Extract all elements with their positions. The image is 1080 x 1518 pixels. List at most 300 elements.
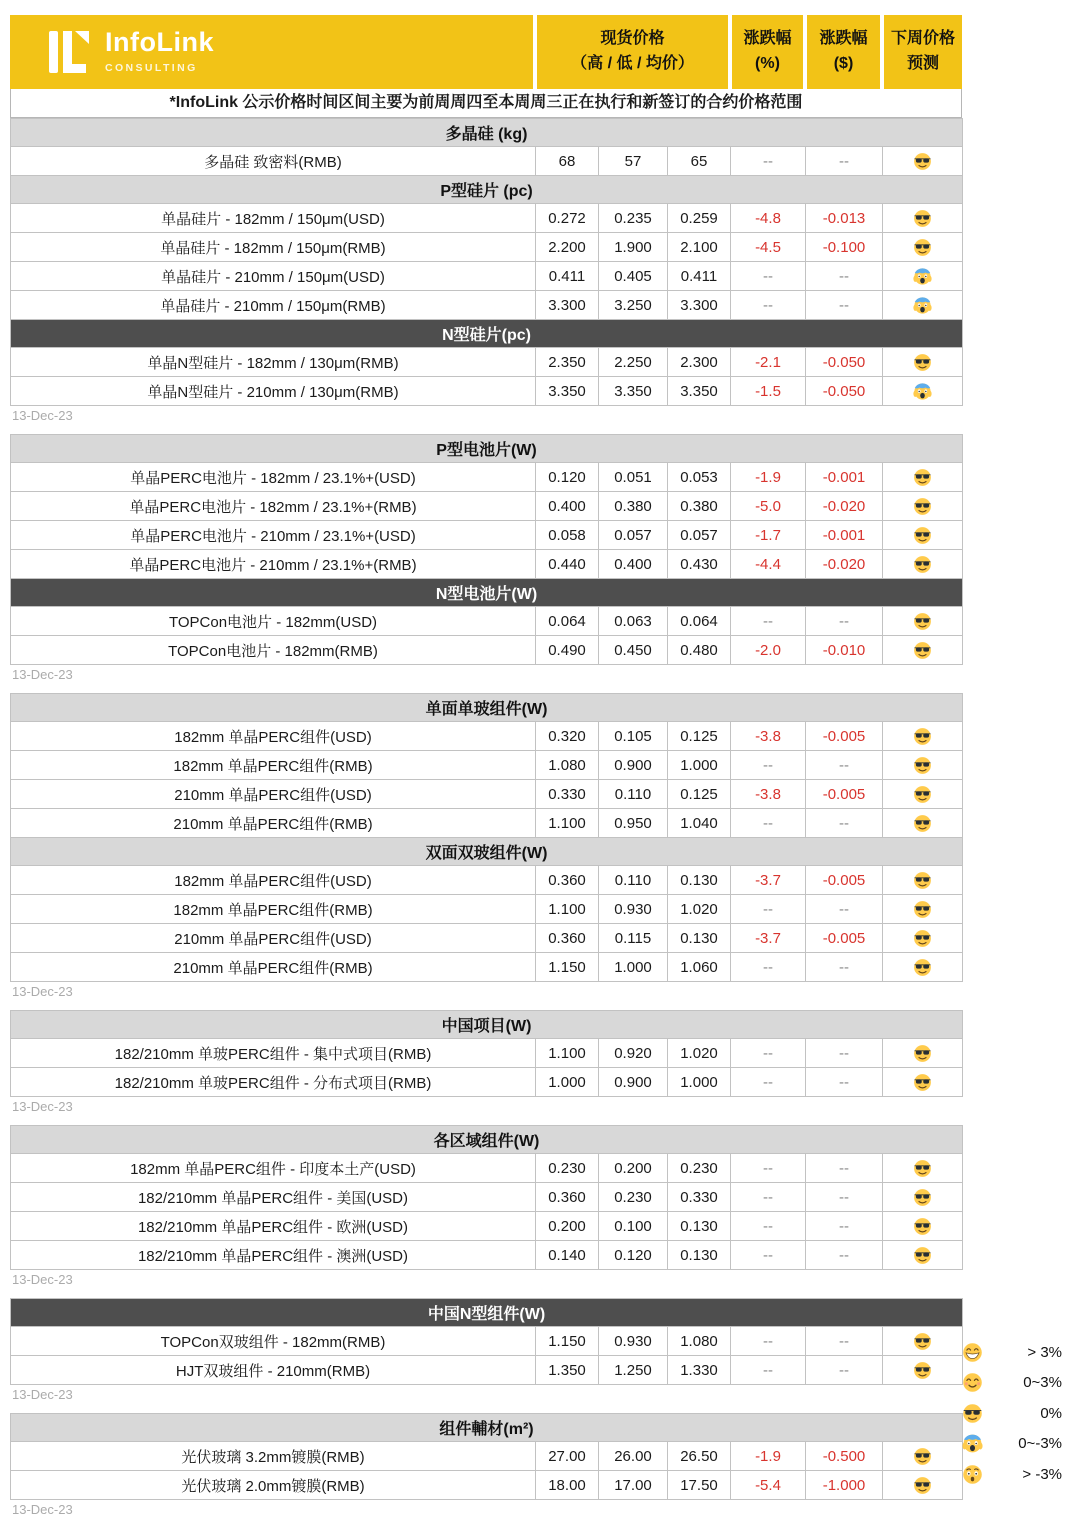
change-usd-cell: -0.020 (806, 550, 883, 579)
date-label: 13-Dec-23 (12, 1502, 73, 1517)
avg-price-cell: 2.300 (668, 348, 731, 377)
section-title: P型电池片(W) (11, 435, 963, 463)
forecast-cell (883, 233, 963, 262)
legend-item (962, 1337, 1062, 1368)
column-header-change-pct (732, 15, 803, 89)
avg-price-cell: 0.480 (668, 636, 731, 665)
section-header-row (11, 176, 963, 204)
forecast-cell (883, 262, 963, 291)
avg-price-cell: 65 (668, 147, 731, 176)
table-row (11, 953, 963, 982)
forecast-cell (883, 607, 963, 636)
high-price-cell: 0.400 (536, 492, 599, 521)
change-usd-cell: -0.001 (806, 463, 883, 492)
section-header-row (11, 435, 963, 463)
section-header-row (11, 1011, 963, 1039)
high-price-cell: 0.360 (536, 1183, 599, 1212)
legend-label: 0% (1040, 1404, 1062, 1422)
table-row (11, 463, 963, 492)
cool-emoji-icon (913, 958, 932, 977)
low-price-cell: 0.900 (599, 1068, 668, 1097)
forecast-cell (883, 866, 963, 895)
change-pct-cell: -1.9 (731, 463, 806, 492)
cool-emoji-icon (913, 641, 932, 660)
change-usd-cell: -- (806, 809, 883, 838)
avg-price-cell: 1.080 (668, 1327, 731, 1356)
cool-emoji-icon (913, 1159, 932, 1178)
change-usd-cell: -0.010 (806, 636, 883, 665)
avg-price-cell: 0.411 (668, 262, 731, 291)
change-pct-cell: -4.4 (731, 550, 806, 579)
cool-emoji-icon (913, 152, 932, 171)
change-pct-cell: -- (731, 1068, 806, 1097)
table-row (11, 866, 963, 895)
avg-price-cell: 1.060 (668, 953, 731, 982)
brand-name: InfoLink (105, 27, 214, 58)
cool-emoji-icon (913, 1332, 932, 1351)
change-usd-cell: -0.005 (806, 866, 883, 895)
avg-price-cell: 0.130 (668, 866, 731, 895)
low-price-cell: 0.235 (599, 204, 668, 233)
low-price-cell: 0.057 (599, 521, 668, 550)
scream-emoji-icon (913, 382, 932, 401)
forecast-cell (883, 1183, 963, 1212)
product-name-cell: 光伏玻璃 2.0mm镀膜(RMB) (11, 1471, 536, 1500)
high-price-cell: 2.200 (536, 233, 599, 262)
cool-emoji-icon (913, 727, 932, 746)
section-title: N型硅片(pc) (11, 320, 963, 348)
forecast-cell (883, 809, 963, 838)
avg-price-cell: 0.057 (668, 521, 731, 550)
change-usd-cell: -0.050 (806, 377, 883, 406)
low-price-cell: 0.230 (599, 1183, 668, 1212)
section-title: 中国项目(W) (11, 1011, 963, 1039)
high-price-cell: 1.100 (536, 1039, 599, 1068)
change-usd-cell: -0.050 (806, 348, 883, 377)
cool-emoji-icon (913, 1044, 932, 1063)
avg-price-cell: 0.125 (668, 722, 731, 751)
forecast-cell (883, 1356, 963, 1385)
change-usd-cell: -0.005 (806, 722, 883, 751)
low-price-cell: 0.100 (599, 1212, 668, 1241)
table-row (11, 1183, 963, 1212)
forecast-cell (883, 751, 963, 780)
cool-emoji-icon (913, 900, 932, 919)
high-price-cell: 18.00 (536, 1471, 599, 1500)
section-header-row (11, 579, 963, 607)
table-row (11, 1327, 963, 1356)
change-usd-cell: -- (806, 1327, 883, 1356)
avg-price-cell: 0.259 (668, 204, 731, 233)
table-row (11, 492, 963, 521)
forecast-cell (883, 953, 963, 982)
section-header-row (11, 1299, 963, 1327)
forecast-cell (883, 348, 963, 377)
low-price-cell: 0.105 (599, 722, 668, 751)
high-price-cell: 0.200 (536, 1212, 599, 1241)
avg-price-cell: 1.330 (668, 1356, 731, 1385)
forecast-cell (883, 521, 963, 550)
low-price-cell: 0.405 (599, 262, 668, 291)
change-pct-cell: -- (731, 953, 806, 982)
high-price-cell: 0.120 (536, 463, 599, 492)
low-price-cell: 0.063 (599, 607, 668, 636)
cool-emoji-icon (913, 555, 932, 574)
high-price-cell: 0.411 (536, 262, 599, 291)
product-name-cell: 单晶N型硅片 - 210mm / 130μm(RMB) (11, 377, 536, 406)
high-price-cell: 1.000 (536, 1068, 599, 1097)
change-pct-cell: -4.5 (731, 233, 806, 262)
product-name-cell: TOPCon电池片 - 182mm(USD) (11, 607, 536, 636)
table-row (11, 1241, 963, 1270)
change-pct-cell: -3.8 (731, 780, 806, 809)
avg-price-cell: 0.064 (668, 607, 731, 636)
change-pct-cell: -- (731, 895, 806, 924)
avg-price-cell: 3.300 (668, 291, 731, 320)
table-row (11, 1356, 963, 1385)
section-header-row (11, 1414, 963, 1442)
change-pct-cell: -- (731, 1241, 806, 1270)
change-usd-cell: -1.000 (806, 1471, 883, 1500)
price-table (10, 1125, 963, 1270)
change-usd-cell: -0.500 (806, 1442, 883, 1471)
change-pct-cell: -2.0 (731, 636, 806, 665)
forecast-cell (883, 636, 963, 665)
change-pct-cell: -- (731, 809, 806, 838)
table-row (11, 809, 963, 838)
product-name-cell: 单晶PERC电池片 - 182mm / 23.1%+(RMB) (11, 492, 536, 521)
low-price-cell: 0.950 (599, 809, 668, 838)
avg-price-cell: 1.020 (668, 895, 731, 924)
product-name-cell: 182mm 单晶PERC组件(USD) (11, 866, 536, 895)
avg-price-cell: 1.000 (668, 751, 731, 780)
price-table (10, 693, 963, 982)
low-price-cell: 0.930 (599, 895, 668, 924)
table-row (11, 1471, 963, 1500)
cool-emoji-icon (913, 612, 932, 631)
grin-emoji-icon (962, 1342, 983, 1363)
change-usd-cell: -0.013 (806, 204, 883, 233)
section-header-row (11, 320, 963, 348)
table-row (11, 521, 963, 550)
forecast-cell (883, 1154, 963, 1183)
shock-emoji-icon (962, 1464, 983, 1485)
high-price-cell: 3.350 (536, 377, 599, 406)
product-name-cell: 182mm 单晶PERC组件(USD) (11, 722, 536, 751)
high-price-cell: 0.490 (536, 636, 599, 665)
section-title: 单面单玻组件(W) (11, 694, 963, 722)
section-header-row (11, 1126, 963, 1154)
cool-emoji-icon (913, 756, 932, 775)
change-pct-cell: -2.1 (731, 348, 806, 377)
forecast-cell (883, 1241, 963, 1270)
high-price-cell: 68 (536, 147, 599, 176)
spot-price-title: 现货价格 (600, 30, 665, 48)
column-header-forecast (884, 15, 962, 89)
change-pct-cell: -1.5 (731, 377, 806, 406)
high-price-cell: 0.360 (536, 866, 599, 895)
price-table (10, 118, 963, 406)
product-name-cell: 182/210mm 单晶PERC组件 - 美国(USD) (11, 1183, 536, 1212)
forecast-cell (883, 147, 963, 176)
high-price-cell: 1.150 (536, 953, 599, 982)
avg-price-cell: 0.053 (668, 463, 731, 492)
forecast-cell (883, 1327, 963, 1356)
product-name-cell: 多晶硅 致密料(RMB) (11, 147, 536, 176)
high-price-cell: 27.00 (536, 1442, 599, 1471)
avg-price-cell: 0.125 (668, 780, 731, 809)
change-pct-unit: (%) (755, 55, 780, 72)
low-price-cell: 0.115 (599, 924, 668, 953)
forecast-cell (883, 924, 963, 953)
product-name-cell: 单晶硅片 - 210mm / 150μm(RMB) (11, 291, 536, 320)
product-name-cell: 光伏玻璃 3.2mm镀膜(RMB) (11, 1442, 536, 1471)
change-pct-cell: -3.7 (731, 866, 806, 895)
pricing-period-note: *InfoLink 公示价格时间区间主要为前周周四至本周周三正在执行和新签订的合约价格范围 (10, 89, 962, 118)
high-price-cell: 3.300 (536, 291, 599, 320)
section-title: N型电池片(W) (11, 579, 963, 607)
price-table-blocks (10, 118, 962, 1516)
cool-emoji-icon (913, 1188, 932, 1207)
change-usd-cell: -0.020 (806, 492, 883, 521)
low-price-cell: 17.00 (599, 1471, 668, 1500)
avg-price-cell: 3.350 (668, 377, 731, 406)
cool-emoji-icon (913, 497, 932, 516)
brand-subtitle: CONSULTING (105, 61, 198, 74)
change-pct-cell: -1.9 (731, 1442, 806, 1471)
change-usd-cell: -- (806, 1241, 883, 1270)
change-usd-cell: -- (806, 1068, 883, 1097)
low-price-cell: 2.250 (599, 348, 668, 377)
forecast-cell (883, 1471, 963, 1500)
high-price-cell: 0.330 (536, 780, 599, 809)
table-row (11, 204, 963, 233)
change-usd-cell: -- (806, 953, 883, 982)
date-label: 13-Dec-23 (12, 1387, 73, 1402)
low-price-cell: 3.250 (599, 291, 668, 320)
high-price-cell: 0.320 (536, 722, 599, 751)
spot-price-subtitle: （高 / 低 / 均价） (571, 55, 694, 72)
change-pct-cell: -- (731, 291, 806, 320)
product-name-cell: 210mm 单晶PERC组件(USD) (11, 924, 536, 953)
product-name-cell: 182/210mm 单晶PERC组件 - 澳洲(USD) (11, 1241, 536, 1270)
avg-price-cell: 2.100 (668, 233, 731, 262)
forecast-cell (883, 291, 963, 320)
low-price-cell: 1.000 (599, 953, 668, 982)
change-pct-cell: -- (731, 751, 806, 780)
low-price-cell: 1.250 (599, 1356, 668, 1385)
change-pct-cell: -- (731, 1039, 806, 1068)
forecast-subtitle: 预测 (906, 55, 939, 72)
date-label: 13-Dec-23 (12, 984, 73, 999)
high-price-cell: 0.230 (536, 1154, 599, 1183)
change-pct-cell: -5.4 (731, 1471, 806, 1500)
forecast-cell (883, 550, 963, 579)
change-usd-title: 涨跌幅 (819, 30, 868, 48)
cool-emoji-icon (913, 785, 932, 804)
section-title: 各区域组件(W) (11, 1126, 963, 1154)
change-pct-cell: -- (731, 607, 806, 636)
section-title: 中国N型组件(W) (11, 1299, 963, 1327)
product-name-cell: 单晶PERC电池片 - 210mm / 23.1%+(USD) (11, 521, 536, 550)
high-price-cell: 1.080 (536, 751, 599, 780)
high-price-cell: 0.440 (536, 550, 599, 579)
legend-label: 0~-3% (1018, 1435, 1062, 1453)
low-price-cell: 1.900 (599, 233, 668, 262)
product-name-cell: TOPCon电池片 - 182mm(RMB) (11, 636, 536, 665)
low-price-cell: 0.380 (599, 492, 668, 521)
section-header-row (11, 838, 963, 866)
low-price-cell: 0.450 (599, 636, 668, 665)
section-title: 组件輔材(m²) (11, 1414, 963, 1442)
cool-emoji-icon (913, 814, 932, 833)
avg-price-cell: 0.130 (668, 1212, 731, 1241)
cool-emoji-icon (913, 1476, 932, 1495)
table-row (11, 607, 963, 636)
high-price-cell: 0.360 (536, 924, 599, 953)
cool-emoji-icon (913, 1361, 932, 1380)
change-usd-cell: -- (806, 1183, 883, 1212)
forecast-title: 下周价格 (890, 30, 955, 48)
legend-item (962, 1459, 1062, 1490)
date-label: 13-Dec-23 (12, 667, 73, 682)
section-header-row (11, 119, 963, 147)
date-label: 13-Dec-23 (12, 1099, 73, 1114)
high-price-cell: 2.350 (536, 348, 599, 377)
change-usd-cell: -- (806, 291, 883, 320)
forecast-cell (883, 722, 963, 751)
infolink-logo (10, 15, 533, 89)
legend-item (962, 1429, 1062, 1460)
change-pct-cell: -1.7 (731, 521, 806, 550)
table-row (11, 636, 963, 665)
low-price-cell: 0.400 (599, 550, 668, 579)
avg-price-cell: 0.330 (668, 1183, 731, 1212)
change-pct-cell: -4.8 (731, 204, 806, 233)
high-price-cell: 0.058 (536, 521, 599, 550)
change-usd-cell: -- (806, 1356, 883, 1385)
avg-price-cell: 0.130 (668, 1241, 731, 1270)
cool-emoji-icon (913, 1447, 932, 1466)
price-table (10, 1413, 963, 1500)
table-row (11, 550, 963, 579)
cool-emoji-icon (913, 238, 932, 257)
product-name-cell: 210mm 单晶PERC组件(USD) (11, 780, 536, 809)
price-table (10, 1298, 963, 1385)
low-price-cell: 0.110 (599, 780, 668, 809)
high-price-cell: 0.064 (536, 607, 599, 636)
table-row (11, 1212, 963, 1241)
low-price-cell: 0.920 (599, 1039, 668, 1068)
scream-emoji-icon (913, 296, 932, 315)
avg-price-cell: 1.000 (668, 1068, 731, 1097)
product-name-cell: 182/210mm 单玻PERC组件 - 分布式项目(RMB) (11, 1068, 536, 1097)
low-price-cell: 0.200 (599, 1154, 668, 1183)
section-header-row (11, 694, 963, 722)
table-row (11, 291, 963, 320)
scream-emoji-icon (913, 267, 932, 286)
product-name-cell: 182mm 单晶PERC组件(RMB) (11, 751, 536, 780)
product-name-cell: 182mm 单晶PERC组件 - 印度本土产(USD) (11, 1154, 536, 1183)
product-name-cell: 单晶PERC电池片 - 210mm / 23.1%+(RMB) (11, 550, 536, 579)
change-pct-cell: -- (731, 147, 806, 176)
table-row (11, 147, 963, 176)
table-row (11, 780, 963, 809)
cool-emoji-icon (913, 929, 932, 948)
low-price-cell: 26.00 (599, 1442, 668, 1471)
product-name-cell: 单晶硅片 - 182mm / 150μm(RMB) (11, 233, 536, 262)
change-pct-cell: -- (731, 262, 806, 291)
legend-item (962, 1368, 1062, 1399)
product-name-cell: 182mm 单晶PERC组件(RMB) (11, 895, 536, 924)
legend-item (962, 1398, 1062, 1429)
forecast-cell (883, 204, 963, 233)
price-table (10, 1010, 963, 1097)
change-pct-cell: -- (731, 1356, 806, 1385)
table-row (11, 1442, 963, 1471)
forecast-cell (883, 1039, 963, 1068)
change-usd-cell: -- (806, 1039, 883, 1068)
change-usd-cell: -0.001 (806, 521, 883, 550)
high-price-cell: 1.100 (536, 809, 599, 838)
smile-emoji-icon (962, 1372, 983, 1393)
table-row (11, 895, 963, 924)
table-row (11, 1068, 963, 1097)
table-row (11, 924, 963, 953)
change-pct-cell: -- (731, 1327, 806, 1356)
cool-emoji-icon (913, 526, 932, 545)
avg-price-cell: 26.50 (668, 1442, 731, 1471)
legend-label: > -3% (1022, 1465, 1062, 1483)
low-price-cell: 0.930 (599, 1327, 668, 1356)
avg-price-cell: 17.50 (668, 1471, 731, 1500)
date-label: 13-Dec-23 (12, 1272, 73, 1287)
cool-emoji-icon (913, 1246, 932, 1265)
product-name-cell: 单晶硅片 - 182mm / 150μm(USD) (11, 204, 536, 233)
scream-emoji-icon (962, 1433, 983, 1454)
section-title: P型硅片 (pc) (11, 176, 963, 204)
low-price-cell: 0.110 (599, 866, 668, 895)
change-usd-cell: -0.005 (806, 780, 883, 809)
cool-emoji-icon (962, 1403, 983, 1424)
table-row (11, 1039, 963, 1068)
high-price-cell: 1.150 (536, 1327, 599, 1356)
change-usd-cell: -0.100 (806, 233, 883, 262)
avg-price-cell: 0.230 (668, 1154, 731, 1183)
section-title: 双面双玻组件(W) (11, 838, 963, 866)
cool-emoji-icon (913, 468, 932, 487)
forecast-legend (962, 1337, 1062, 1490)
forecast-cell (883, 780, 963, 809)
change-usd-cell: -- (806, 1154, 883, 1183)
forecast-cell (883, 1442, 963, 1471)
cool-emoji-icon (913, 1073, 932, 1092)
legend-label: > 3% (1027, 1343, 1062, 1361)
report-header (10, 15, 962, 89)
table-row (11, 377, 963, 406)
change-usd-cell: -- (806, 147, 883, 176)
cool-emoji-icon (913, 1217, 932, 1236)
price-table (10, 434, 963, 665)
low-price-cell: 57 (599, 147, 668, 176)
high-price-cell: 0.140 (536, 1241, 599, 1270)
change-usd-cell: -0.005 (806, 924, 883, 953)
change-usd-cell: -- (806, 751, 883, 780)
avg-price-cell: 1.020 (668, 1039, 731, 1068)
low-price-cell: 0.051 (599, 463, 668, 492)
table-row (11, 262, 963, 291)
high-price-cell: 1.100 (536, 895, 599, 924)
